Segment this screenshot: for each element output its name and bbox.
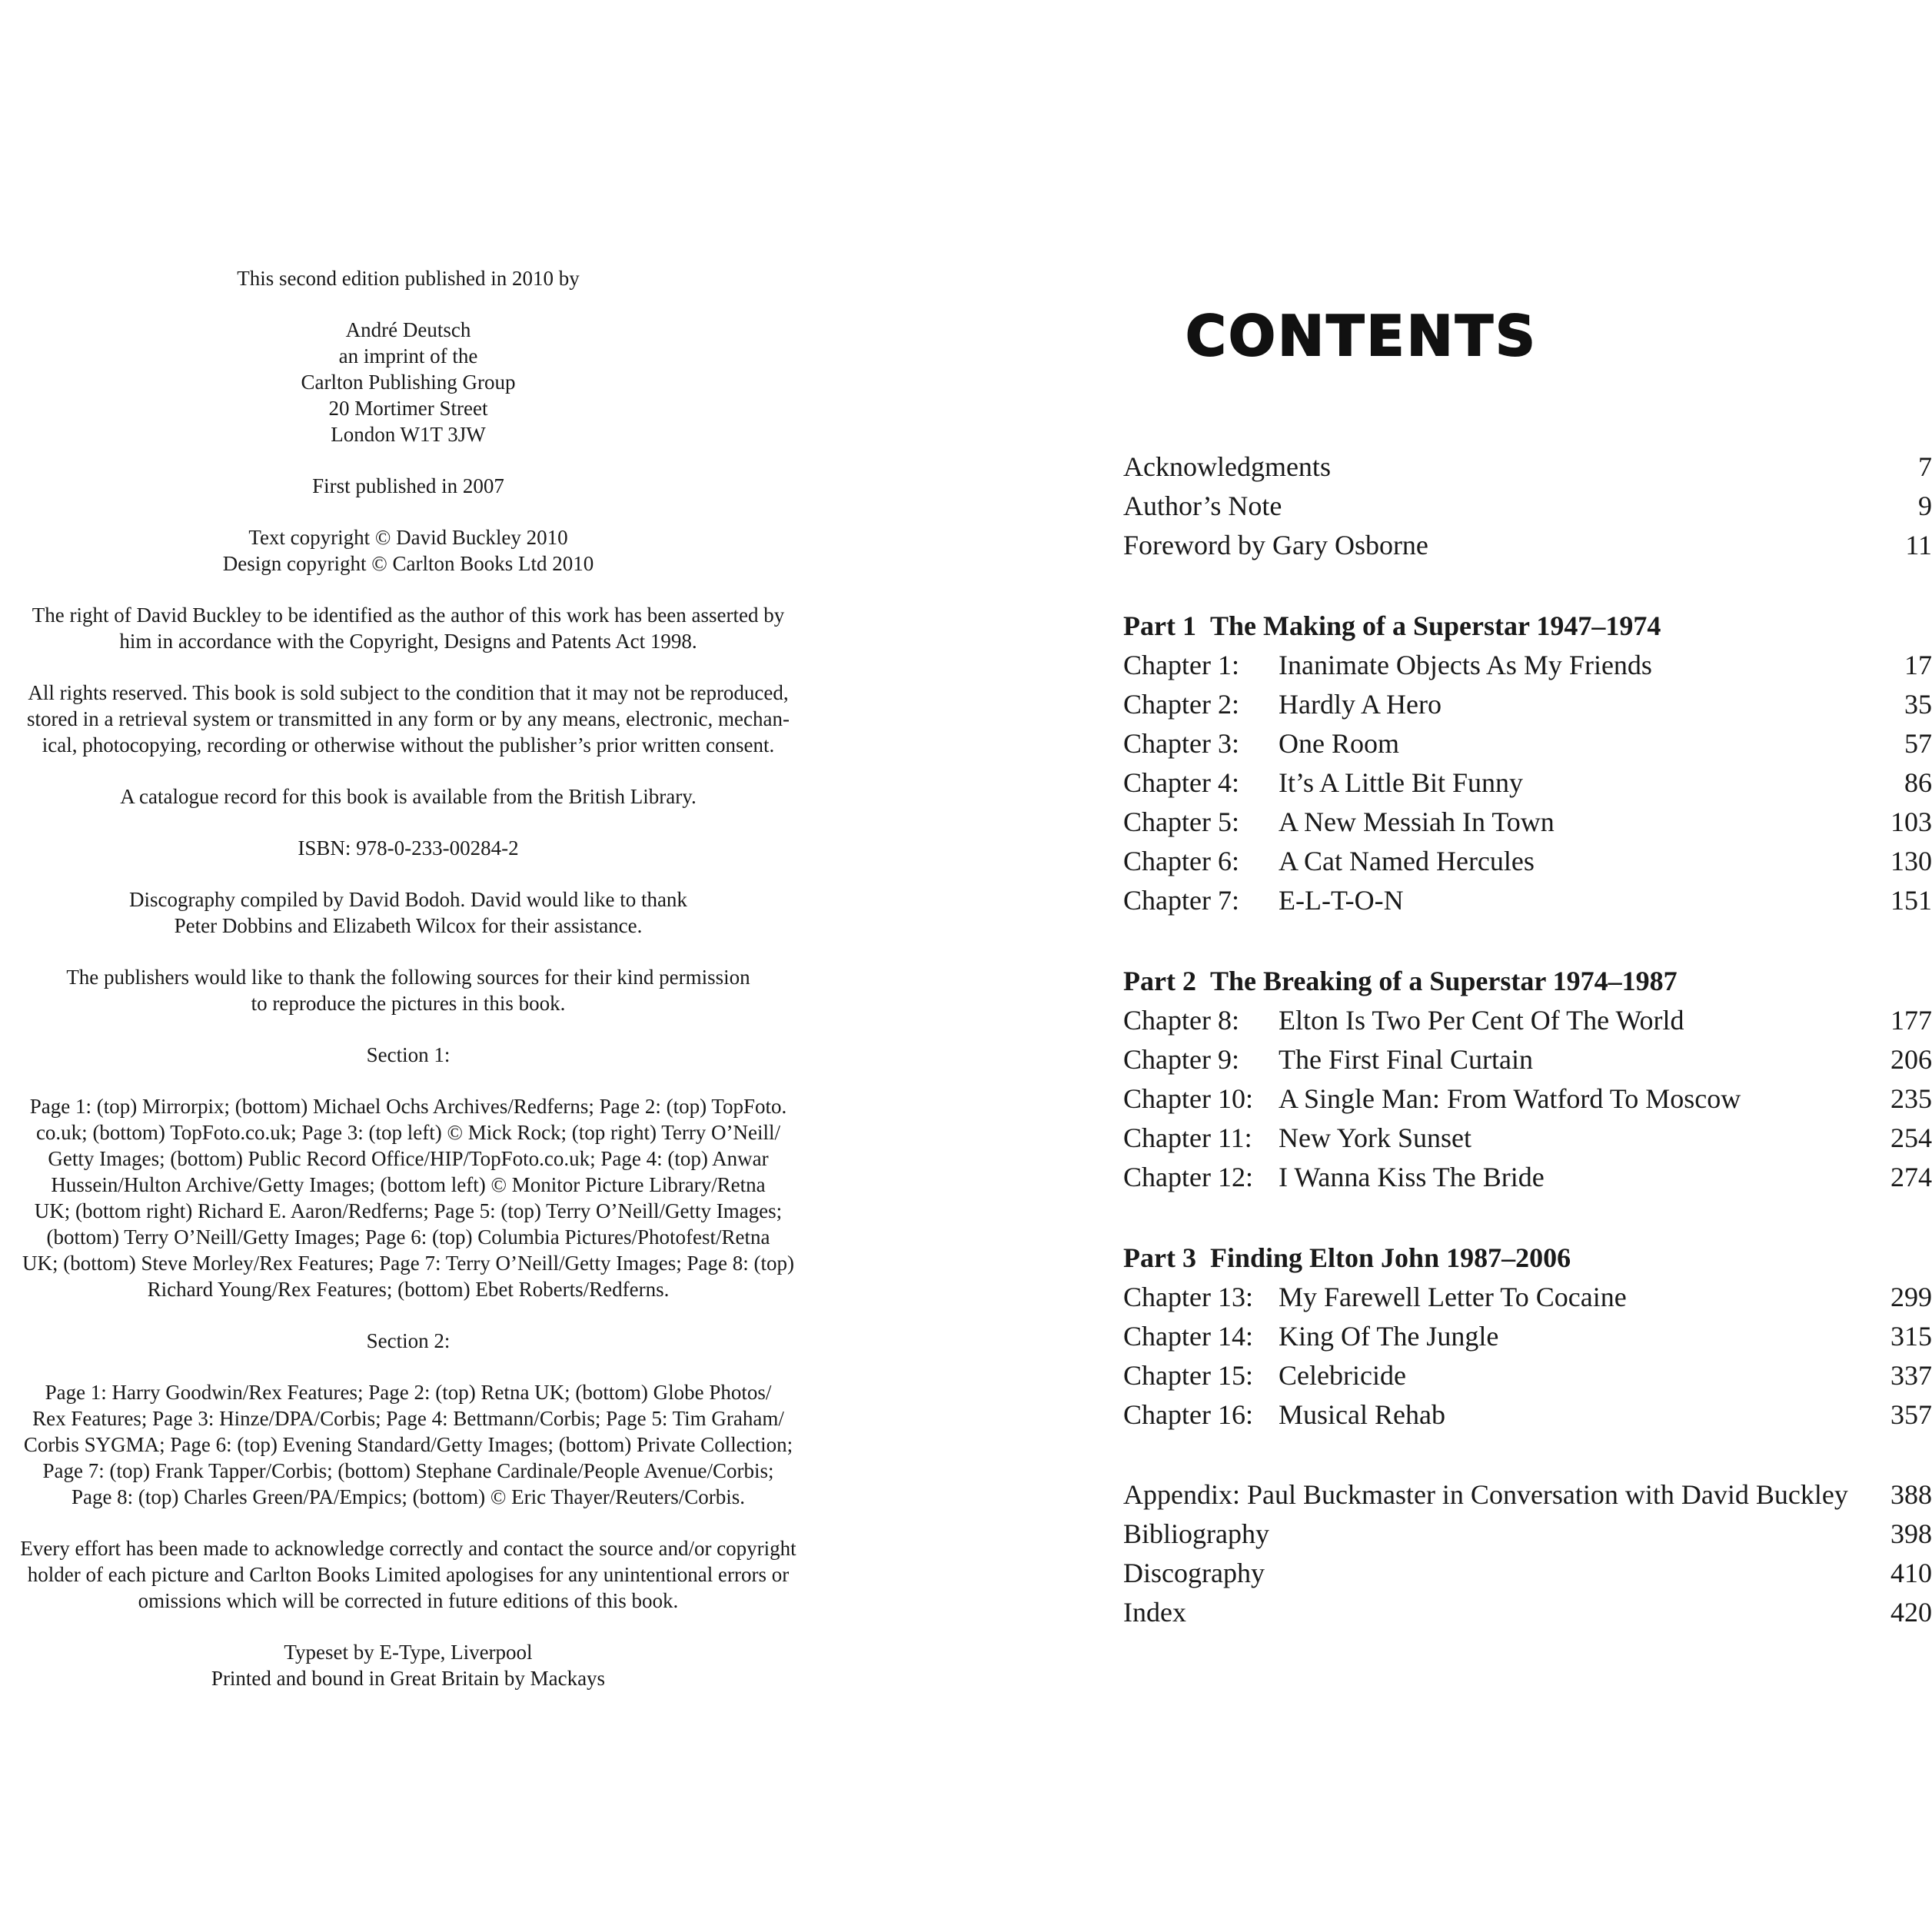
publication-statement bbox=[0, 265, 816, 291]
copyright-notice bbox=[0, 524, 816, 577]
thanks-line: to reproduce the pictures in this book. bbox=[251, 992, 566, 1015]
credit-line: Richard Young/Rex Features; (bottom) Ebet Roberts/Redferns. bbox=[147, 1278, 670, 1301]
chapter-entry bbox=[1123, 1356, 1932, 1395]
chapter-page: 35 bbox=[1904, 689, 1932, 720]
parts-list bbox=[1123, 565, 1932, 1435]
chapter-entry bbox=[1123, 881, 1932, 920]
chapter-label: Chapter 4: bbox=[1123, 767, 1239, 798]
toc-entry-title: Index bbox=[1123, 1597, 1186, 1628]
credit-line: Rex Features; Page 3: Hinze/DPA/Corbis; Page 4: Bettmann/Corbis; Page 5: Tim Graham/ bbox=[32, 1407, 784, 1430]
section-gap bbox=[1123, 1435, 1932, 1475]
chapter-entry bbox=[1123, 685, 1932, 724]
contents-title: CONTENTS bbox=[1185, 304, 1538, 368]
toc-entry-title: Appendix: Paul Buckmaster in Conversation with David Buckley bbox=[1123, 1479, 1848, 1510]
toc-entry-title: Author’s Note bbox=[1123, 490, 1282, 521]
chapter-page: 315 bbox=[1890, 1321, 1932, 1352]
chapter-page: 130 bbox=[1890, 846, 1932, 876]
chapter-entry bbox=[1123, 1278, 1932, 1317]
first-published-line: First published in 2007 bbox=[312, 474, 504, 497]
chapter-title: I Wanna Kiss The Bride bbox=[1279, 1162, 1545, 1192]
chapter-page: 177 bbox=[1890, 1005, 1932, 1036]
section1-credits bbox=[0, 1093, 816, 1302]
chapter-entry bbox=[1123, 1317, 1932, 1356]
chapter-entry bbox=[1123, 1158, 1932, 1197]
chapter-title: The First Final Curtain bbox=[1279, 1044, 1533, 1075]
part-number: Part 2 bbox=[1123, 966, 1196, 996]
chapter-page: 274 bbox=[1890, 1162, 1932, 1192]
toc-entry-page: 7 bbox=[1918, 451, 1932, 482]
toc-entry-page: 398 bbox=[1890, 1518, 1932, 1549]
credit-line: Hussein/Hulton Archive/Getty Images; (bottom left) © Monitor Picture Library/Retna bbox=[51, 1173, 766, 1196]
credit-line: UK; (bottom) Steve Morley/Rex Features; Page 7: Terry O’Neill/Getty Images; Page 8: (top) bbox=[22, 1252, 794, 1275]
toc-entry-title: Acknowledgments bbox=[1123, 451, 1331, 482]
isbn-line: ISBN: 978-0-233-00284-2 bbox=[298, 836, 519, 860]
catalogue-line: A catalogue record for this book is available from the British Library. bbox=[120, 785, 697, 808]
toc-entry-page: 11 bbox=[1905, 530, 1932, 560]
typeset-notice bbox=[0, 1639, 816, 1691]
chapter-entry bbox=[1123, 1119, 1932, 1158]
chapter-title: E-L-T-O-N bbox=[1279, 885, 1404, 916]
toc-entry-title: Bibliography bbox=[1123, 1518, 1269, 1549]
chapter-title: Elton Is Two Per Cent Of The World bbox=[1279, 1005, 1684, 1036]
chapter-page: 206 bbox=[1890, 1044, 1932, 1075]
toc-entry-page: 388 bbox=[1890, 1479, 1932, 1510]
typeset-line: Printed and bound in Great Britain by Mackays bbox=[211, 1667, 606, 1690]
part-number: Part 1 bbox=[1123, 610, 1196, 641]
chapter-label: Chapter 11: bbox=[1123, 1122, 1252, 1153]
credit-line: Page 1: (top) Mirrorpix; (bottom) Michael Ochs Archives/Redferns; Page 2: (top) TopFoto. bbox=[29, 1095, 787, 1118]
publisher-line: London W1T 3JW bbox=[331, 423, 486, 446]
part-heading bbox=[1123, 961, 1932, 1001]
chapter-label: Chapter 16: bbox=[1123, 1399, 1253, 1430]
publisher-address bbox=[0, 317, 816, 447]
chapter-entry bbox=[1123, 1079, 1932, 1119]
section-gap bbox=[1123, 1197, 1932, 1238]
toc-entry-title: Foreword by Gary Osborne bbox=[1123, 530, 1428, 560]
chapter-label: Chapter 6: bbox=[1123, 846, 1239, 876]
publisher-line: Carlton Publishing Group bbox=[301, 371, 516, 394]
copyright-line: Design copyright © Carlton Books Ltd 2010 bbox=[222, 552, 594, 575]
chapter-title: Musical Rehab bbox=[1279, 1399, 1445, 1430]
toc-entry-page: 9 bbox=[1918, 490, 1932, 521]
publisher-line: 20 Mortimer Street bbox=[328, 397, 488, 420]
isbn bbox=[0, 835, 816, 861]
picture-thanks bbox=[0, 964, 816, 1016]
chapter-label: Chapter 8: bbox=[1123, 1005, 1239, 1036]
toc-entry-page: 420 bbox=[1890, 1597, 1932, 1628]
part-heading bbox=[1123, 1238, 1932, 1278]
chapter-page: 337 bbox=[1890, 1360, 1932, 1391]
toc-entry bbox=[1123, 447, 1932, 487]
effort-line: omissions which will be corrected in future editions of this book. bbox=[138, 1589, 679, 1612]
discography-line: Peter Dobbins and Elizabeth Wilcox for their assistance. bbox=[174, 914, 643, 937]
chapter-entry bbox=[1123, 803, 1932, 842]
imprint-page bbox=[0, 265, 816, 1717]
rights-reserved-notice bbox=[0, 680, 816, 758]
publication-line: This second edition published in 2010 by bbox=[237, 267, 580, 290]
discography-line: Discography compiled by David Bodoh. David would like to thank bbox=[129, 888, 687, 911]
effort-line: Every effort has been made to acknowledge correctly and contact the source and/or copyright bbox=[20, 1537, 796, 1560]
chapter-entry bbox=[1123, 1040, 1932, 1079]
front-matter-list bbox=[1123, 447, 1932, 565]
moral-rights-line: The right of David Buckley to be identified as the author of this work has been asserted by bbox=[32, 604, 785, 627]
rights-line: All rights reserved. This book is sold subject to the condition that it may not be reproduced, bbox=[28, 681, 789, 704]
chapter-label: Chapter 1: bbox=[1123, 650, 1239, 680]
section-heading: Section 1: bbox=[366, 1043, 451, 1066]
chapter-label: Chapter 14: bbox=[1123, 1321, 1253, 1352]
section1-heading bbox=[0, 1042, 816, 1068]
publisher-line: André Deutsch bbox=[345, 318, 471, 341]
toc-entry bbox=[1123, 1554, 1932, 1593]
chapter-page: 254 bbox=[1890, 1122, 1932, 1153]
publisher-line: an imprint of the bbox=[338, 344, 478, 367]
part-heading bbox=[1123, 606, 1932, 646]
credit-line: Page 1: Harry Goodwin/Rex Features; Page 2: (top) Retna UK; (bottom) Globe Photos/ bbox=[45, 1381, 772, 1404]
credit-line: (bottom) Terry O’Neill/Getty Images; Page 6: (top) Columbia Pictures/Photofest/Retna bbox=[46, 1225, 770, 1249]
toc-entry bbox=[1123, 1593, 1932, 1632]
section2-heading bbox=[0, 1328, 816, 1354]
chapter-page: 357 bbox=[1890, 1399, 1932, 1430]
toc-entry bbox=[1123, 1475, 1932, 1515]
credit-line: Getty Images; (bottom) Public Record Office/HIP/TopFoto.co.uk; Page 4: (top) Anwar bbox=[48, 1147, 769, 1170]
part-number: Part 3 bbox=[1123, 1242, 1196, 1273]
toc-entry-page: 410 bbox=[1890, 1558, 1932, 1588]
chapter-title: A New Messiah In Town bbox=[1279, 806, 1555, 837]
section2-credits bbox=[0, 1379, 816, 1510]
back-matter-list bbox=[1123, 1435, 1932, 1632]
moral-rights-notice bbox=[0, 602, 816, 654]
section-gap bbox=[1123, 920, 1932, 961]
part-title: The Breaking of a Superstar 1974–1987 bbox=[1209, 966, 1678, 996]
copyright-line: Text copyright © David Buckley 2010 bbox=[248, 526, 568, 549]
chapter-label: Chapter 2: bbox=[1123, 689, 1239, 720]
section-gap bbox=[1123, 565, 1932, 606]
chapter-title: Hardly A Hero bbox=[1279, 689, 1442, 720]
rights-line: ical, photocopying, recording or otherwise without the publisher’s prior written consent. bbox=[42, 733, 775, 757]
credit-line: Page 8: (top) Charles Green/PA/Empics; (bottom) © Eric Thayer/Reuters/Corbis. bbox=[71, 1485, 746, 1508]
chapter-title: It’s A Little Bit Funny bbox=[1279, 767, 1524, 798]
section-heading: Section 2: bbox=[366, 1329, 451, 1352]
chapter-title: Celebricide bbox=[1279, 1360, 1406, 1391]
chapter-page: 235 bbox=[1890, 1083, 1932, 1114]
chapter-entry bbox=[1123, 646, 1932, 685]
moral-rights-line: him in accordance with the Copyright, Designs and Patents Act 1998. bbox=[119, 630, 697, 653]
thanks-line: The publishers would like to thank the following sources for their kind permission bbox=[66, 966, 750, 989]
first-published bbox=[0, 473, 816, 499]
effort-notice bbox=[0, 1535, 816, 1614]
chapter-label: Chapter 12: bbox=[1123, 1162, 1253, 1192]
chapter-label: Chapter 10: bbox=[1123, 1083, 1253, 1114]
credit-line: co.uk; (bottom) TopFoto.co.uk; Page 3: (top left) © Mick Rock; (top right) Terry O’Neill/ bbox=[35, 1121, 781, 1144]
toc-entry-title: Discography bbox=[1123, 1558, 1265, 1588]
toc-entry bbox=[1123, 1515, 1932, 1554]
chapter-label: Chapter 13: bbox=[1123, 1282, 1253, 1312]
chapter-title: Inanimate Objects As My Friends bbox=[1279, 650, 1652, 680]
chapter-entry bbox=[1123, 763, 1932, 803]
credit-line: Page 7: (top) Frank Tapper/Corbis; (bottom) Stephane Cardinale/People Avenue/Corbis; bbox=[42, 1459, 774, 1482]
chapter-label: Chapter 9: bbox=[1123, 1044, 1239, 1075]
toc-entry bbox=[1123, 526, 1932, 565]
chapter-page: 17 bbox=[1904, 650, 1932, 680]
chapter-page: 57 bbox=[1904, 728, 1932, 759]
chapter-title: New York Sunset bbox=[1279, 1122, 1472, 1153]
chapter-entry bbox=[1123, 724, 1932, 763]
discography-credit bbox=[0, 886, 816, 939]
chapter-page: 86 bbox=[1904, 767, 1932, 798]
table-of-contents bbox=[1123, 447, 1932, 1632]
chapter-label: Chapter 3: bbox=[1123, 728, 1239, 759]
chapter-entry bbox=[1123, 1001, 1932, 1040]
chapter-label: Chapter 5: bbox=[1123, 806, 1239, 837]
chapter-entry bbox=[1123, 842, 1932, 881]
credit-line: UK; (bottom right) Richard E. Aaron/Redferns; Page 5: (top) Terry O’Neill/Getty Images; bbox=[34, 1199, 783, 1222]
chapter-label: Chapter 7: bbox=[1123, 885, 1239, 916]
credit-line: Corbis SYGMA; Page 6: (top) Evening Standard/Getty Images; (bottom) Private Collection; bbox=[23, 1433, 793, 1456]
effort-line: holder of each picture and Carlton Books Limited apologises for any unintentional errors or bbox=[27, 1563, 790, 1586]
rights-line: stored in a retrieval system or transmitted in any form or by any means, electronic, mechan- bbox=[27, 707, 790, 730]
chapter-entry bbox=[1123, 1395, 1932, 1435]
catalogue-notice bbox=[0, 783, 816, 810]
toc-entry bbox=[1123, 487, 1932, 526]
chapter-title: A Single Man: From Watford To Moscow bbox=[1279, 1083, 1741, 1114]
chapter-page: 103 bbox=[1890, 806, 1932, 837]
part-title: The Making of a Superstar 1947–1974 bbox=[1209, 610, 1661, 641]
chapter-title: One Room bbox=[1279, 728, 1399, 759]
chapter-page: 299 bbox=[1890, 1282, 1932, 1312]
chapter-title: King Of The Jungle bbox=[1279, 1321, 1499, 1352]
chapter-label: Chapter 15: bbox=[1123, 1360, 1253, 1391]
part-title: Finding Elton John 1987–2006 bbox=[1209, 1242, 1571, 1273]
chapter-title: My Farewell Letter To Cocaine bbox=[1279, 1282, 1627, 1312]
chapter-title: A Cat Named Hercules bbox=[1279, 846, 1535, 876]
chapter-page: 151 bbox=[1890, 885, 1932, 916]
typeset-line: Typeset by E-Type, Liverpool bbox=[284, 1641, 533, 1664]
